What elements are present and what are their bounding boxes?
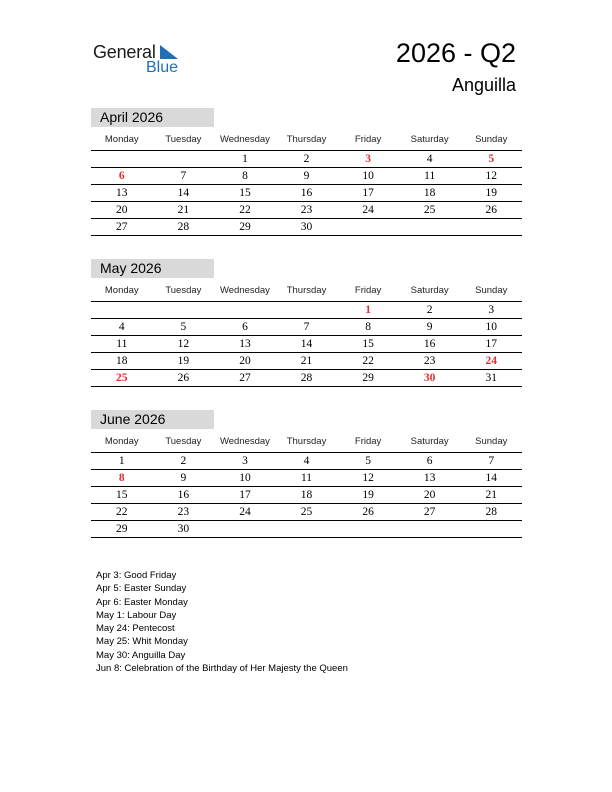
day-cell: [337, 219, 399, 235]
day-cell: [153, 151, 215, 167]
day-cell: 19: [177, 355, 190, 367]
day-cell: 27: [116, 221, 128, 233]
weekday-header: Thursday: [286, 436, 327, 447]
day-cell: 6: [242, 321, 248, 333]
month-block-april: [91, 108, 522, 236]
day-cell: 23: [300, 204, 313, 216]
holiday-notes: [96, 569, 348, 675]
weekday-header: Tuesday: [165, 436, 202, 447]
day-cell: 15: [239, 187, 251, 199]
day-cell: 31: [485, 372, 497, 384]
weekday-header: Monday: [104, 436, 139, 447]
day-cell: 3: [242, 455, 248, 467]
week-row: [91, 202, 522, 219]
day-cell: 14: [300, 338, 313, 350]
week-row: [91, 219, 522, 236]
week-row: [91, 302, 522, 319]
day-cell: [460, 219, 522, 235]
day-cell: 7: [180, 170, 187, 182]
week-row: [91, 168, 522, 185]
logo-general-text: General: [93, 42, 156, 62]
generalblue-logo: [93, 40, 193, 80]
day-cell: 20: [239, 355, 251, 367]
day-cell: 27: [239, 372, 251, 384]
day-cell: 22: [362, 355, 374, 367]
day-cell: 22: [239, 204, 251, 216]
holiday-note: Apr 3: Good Friday: [96, 570, 177, 581]
day-cell: 29: [116, 523, 128, 535]
day-cell: 1: [118, 455, 125, 467]
week-row: [91, 470, 522, 487]
day-cell: 26: [177, 372, 190, 384]
page-title: 2026 - Q2: [395, 38, 516, 68]
week-row: [91, 453, 522, 470]
day-cell: 10: [362, 170, 374, 182]
week-row: [91, 185, 522, 202]
month-label: May 2026: [91, 259, 214, 278]
day-cell: 7: [303, 321, 310, 333]
day-cell: 13: [423, 472, 436, 484]
day-cell: 11: [300, 472, 313, 484]
day-cell: 16: [177, 489, 190, 501]
day-cell: 14: [485, 472, 497, 484]
week-row: [91, 151, 522, 168]
day-cell: 13: [116, 187, 128, 199]
day-cell: 22: [116, 506, 128, 518]
country-name: Anguilla: [451, 75, 516, 95]
day-cell: 11: [116, 338, 128, 350]
holiday-note: May 1: Labour Day: [96, 609, 177, 621]
day-cell: 28: [485, 506, 497, 518]
day-cell: 21: [177, 204, 190, 216]
weekday-header: Wednesday: [219, 134, 270, 145]
weekday-header: Thursday: [286, 285, 327, 296]
day-cell: [399, 219, 461, 235]
day-cell: [91, 151, 153, 167]
weekday-header: Tuesday: [165, 134, 202, 145]
holiday-note: Jun 8: Celebration of the Birthday of Her Majesty the Queen: [96, 663, 348, 675]
holiday-day-cell: 25: [116, 372, 128, 384]
week-row: [91, 487, 522, 504]
day-cell: 2: [180, 455, 187, 467]
day-cell: [276, 521, 338, 537]
day-cell: 24: [362, 204, 374, 216]
day-cell: 9: [426, 321, 433, 333]
holiday-day-cell: 5: [488, 153, 495, 165]
day-cell: [460, 521, 522, 537]
week-row: [91, 336, 522, 353]
day-cell: [337, 521, 399, 537]
weekday-header: Monday: [104, 134, 139, 145]
day-cell: 20: [116, 204, 128, 216]
weekday-header: Wednesday: [219, 285, 270, 296]
weekday-header-row: [91, 280, 522, 302]
day-cell: 20: [423, 489, 436, 501]
day-cell: 30: [177, 523, 190, 535]
day-cell: 8: [242, 170, 248, 182]
day-cell: 11: [424, 170, 436, 182]
day-cell: 10: [239, 472, 251, 484]
weekday-header: Friday: [354, 134, 382, 145]
day-cell: 4: [303, 455, 310, 467]
day-cell: 9: [180, 472, 187, 484]
weekday-header: Monday: [104, 285, 139, 296]
day-cell: 14: [177, 187, 190, 199]
holiday-note: May 30: Anguilla Day: [96, 649, 186, 661]
day-cell: 26: [485, 204, 497, 216]
weekday-header: Friday: [354, 285, 382, 296]
day-cell: 4: [426, 153, 433, 165]
day-cell: [276, 302, 338, 318]
day-cell: 29: [362, 372, 374, 384]
day-cell: 1: [242, 153, 248, 165]
holiday-note: Apr 5: Easter Sunday: [96, 583, 187, 595]
logo-blue-text: Blue: [146, 59, 179, 76]
weekday-header: Sunday: [475, 436, 508, 447]
day-cell: 18: [116, 355, 128, 367]
day-cell: 21: [485, 489, 497, 501]
day-cell: 25: [423, 204, 436, 216]
day-cell: 10: [485, 321, 497, 333]
day-cell: 16: [423, 338, 436, 350]
day-cell: 12: [485, 170, 497, 182]
day-cell: 7: [488, 455, 495, 467]
weekday-header: Tuesday: [165, 285, 202, 296]
weekday-header: Wednesday: [219, 436, 270, 447]
day-cell: 26: [362, 506, 374, 518]
weekday-header: Saturday: [410, 285, 449, 296]
day-cell: 9: [303, 170, 310, 182]
holiday-day-cell: 30: [423, 372, 436, 384]
day-cell: 18: [423, 187, 436, 199]
day-cell: 27: [423, 506, 436, 518]
week-row: [91, 319, 522, 336]
weekday-header: Saturday: [410, 134, 449, 145]
month-label: April 2026: [91, 108, 214, 127]
month-block-june: [91, 410, 522, 538]
day-cell: [214, 302, 276, 318]
week-row: [91, 370, 522, 387]
week-row: [91, 353, 522, 370]
day-cell: 2: [426, 304, 433, 316]
day-cell: [91, 302, 153, 318]
day-cell: 4: [118, 321, 125, 333]
day-cell: 19: [485, 187, 497, 199]
holiday-note: May 24: Pentecost: [96, 623, 175, 635]
weekday-header: Saturday: [410, 436, 449, 447]
weekday-header-row: [91, 431, 522, 453]
holiday-note: May 25: Whit Monday: [96, 636, 188, 648]
weekday-header: Sunday: [475, 134, 508, 145]
day-cell: [153, 302, 215, 318]
day-cell: 3: [488, 304, 495, 316]
holiday-day-cell: 6: [118, 170, 125, 182]
day-cell: 21: [300, 355, 313, 367]
day-cell: 19: [362, 489, 374, 501]
day-cell: 25: [300, 506, 313, 518]
day-cell: 13: [239, 338, 251, 350]
day-cell: 12: [362, 472, 374, 484]
day-cell: 6: [426, 455, 433, 467]
day-cell: 5: [180, 321, 187, 333]
day-cell: 15: [362, 338, 374, 350]
day-cell: [399, 521, 461, 537]
day-cell: 23: [177, 506, 190, 518]
day-cell: 29: [239, 221, 251, 233]
day-cell: 8: [365, 321, 371, 333]
month-block-may: [91, 259, 522, 387]
day-cell: 24: [239, 506, 251, 518]
holiday-day-cell: 8: [118, 472, 125, 484]
month-label: June 2026: [91, 410, 214, 429]
day-cell: 2: [303, 153, 310, 165]
day-cell: [214, 521, 276, 537]
day-cell: 17: [362, 187, 374, 199]
holiday-day-cell: 24: [485, 355, 497, 367]
weekday-header: Sunday: [475, 285, 508, 296]
weekday-header: Friday: [354, 436, 382, 447]
day-cell: 12: [177, 338, 190, 350]
logo-triangle-icon: [160, 45, 178, 59]
day-cell: 15: [116, 489, 128, 501]
day-cell: 30: [300, 221, 313, 233]
holiday-note: Apr 6: Easter Monday: [96, 596, 188, 608]
day-cell: 23: [423, 355, 436, 367]
week-row: [91, 504, 522, 521]
day-cell: 16: [300, 187, 313, 199]
holiday-day-cell: 1: [365, 304, 371, 316]
day-cell: 28: [177, 221, 190, 233]
week-row: [91, 521, 522, 538]
holiday-day-cell: 3: [365, 153, 371, 165]
day-cell: 5: [365, 455, 371, 467]
day-cell: 18: [300, 489, 313, 501]
day-cell: 17: [485, 338, 497, 350]
day-cell: 28: [300, 372, 313, 384]
weekday-header: Thursday: [286, 134, 327, 145]
day-cell: 17: [239, 489, 251, 501]
weekday-header-row: [91, 129, 522, 151]
